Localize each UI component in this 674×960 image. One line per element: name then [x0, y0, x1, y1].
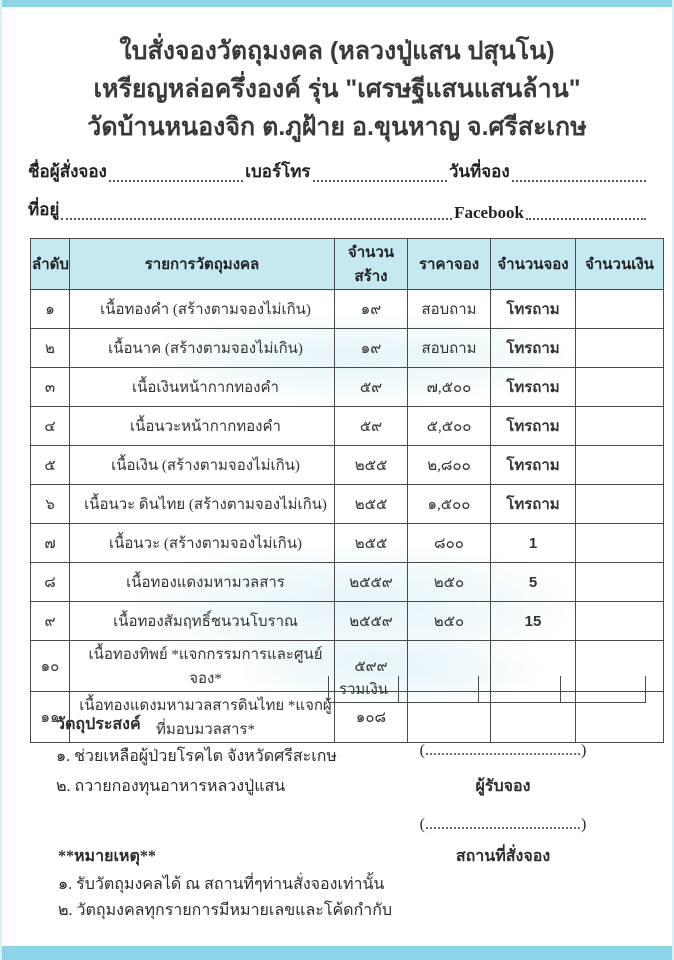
table-row — [31, 485, 664, 524]
cell-no: ๖ — [31, 485, 70, 524]
purpose-item-1: ๑. ช่วยเหลือผู้ป่วยโรคไต จังหวัดศรีสะเกษ — [56, 748, 337, 765]
signature-line-2: (.......................................) — [419, 816, 587, 833]
total-amount-cell — [560, 676, 646, 703]
cell-no: ๑๑ — [31, 692, 70, 743]
cell-made: ๒๕๕๙ — [335, 563, 408, 602]
order-table — [30, 238, 664, 743]
cell-no: ๒ — [31, 329, 70, 368]
cell-item: เนื้อเงินหน้ากากทองคำ — [70, 368, 335, 407]
cell-item: เนื้อทองแดงมหามวลสารดินไทย *แจกผู้ที่มอบมวลสาร* — [70, 692, 335, 743]
cell-item: เนื้อทองสัมฤทธิ์ชนวนโบราณ — [70, 602, 335, 641]
cell-booked: โทรถาม — [491, 485, 576, 524]
cell-price: ๒๕๐ — [408, 563, 491, 602]
table-row — [31, 446, 664, 485]
note-item-1: ๑. รับวัตถุมงคลได้ ณ สถานที่ๆท่านสั่งจองเท่านั้น — [58, 876, 385, 893]
total-price-cell — [398, 676, 479, 703]
cell-price: ๕,๕๐๐ — [408, 407, 491, 446]
header-made: จำนวนสร้าง — [335, 239, 408, 290]
place-label: สถานที่สั่งจอง — [455, 848, 551, 865]
total-label-cell: รวมเงิน — [328, 676, 399, 703]
cell-amount — [576, 290, 664, 329]
cell-amount — [576, 329, 664, 368]
table-row — [31, 602, 664, 641]
receiver-label: ผู้รับจอง — [475, 778, 531, 795]
cell-amount — [576, 563, 664, 602]
signature-line-1: (.......................................) — [419, 742, 587, 759]
header-item: รายการวัตถุมงคล — [70, 239, 335, 290]
cell-no: ๙ — [31, 602, 70, 641]
cell-made: ๒๕๕๙ — [335, 602, 408, 641]
total-row — [328, 676, 646, 703]
cell-item: เนื้อนาค (สร้างตามจองไม่เกิน) — [70, 329, 335, 368]
cell-price: ๑,๕๐๐ — [408, 485, 491, 524]
cell-no: ๔ — [31, 407, 70, 446]
title-line-3: วัดบ้านหนองจิก ต.ภูฝ้าย อ.ขุนหาญ จ.ศรีสะเกษ — [87, 113, 587, 141]
date-label: วันที่จอง — [448, 162, 510, 181]
purpose-item-2: ๒. ถวายกองทุนอาหารหลวงปู่แสน — [56, 778, 286, 795]
table-body — [31, 290, 664, 743]
cell-made: ๑๐๘ — [335, 692, 408, 743]
cell-amount — [576, 407, 664, 446]
cell-no: ๓ — [31, 368, 70, 407]
address-label: ที่อยู่ — [28, 200, 60, 219]
name-blank-line — [109, 179, 243, 182]
table-row — [31, 563, 664, 602]
phone-label: เบอร์โทร — [245, 162, 311, 181]
cell-price: ๘๐๐ — [408, 524, 491, 563]
form-line-1 — [28, 158, 648, 186]
table-header-row — [31, 239, 664, 290]
table-row — [31, 290, 664, 329]
cell-booked: โทรถาม — [491, 446, 576, 485]
note-heading: **หมายเหตุ** — [58, 848, 156, 865]
cell-amount — [576, 524, 664, 563]
page-edge-top — [0, 0, 674, 7]
header-price: ราคาจอง — [408, 239, 491, 290]
cell-made: ๕๙ — [335, 368, 408, 407]
cell-price: ๒๕๐ — [408, 602, 491, 641]
address-blank-line — [61, 217, 452, 220]
total-booked-cell — [478, 676, 561, 703]
cell-booked: 15 — [491, 602, 576, 641]
cell-made: ๒๕๕ — [335, 485, 408, 524]
title-line-2: เหรียญหล่อครึ่งองค์ รุ่น "เศรษฐีแสนแสนล้าน" — [93, 75, 581, 103]
cell-no: ๘ — [31, 563, 70, 602]
phone-blank-line — [313, 179, 447, 182]
cell-made: ๑๙ — [335, 329, 408, 368]
cell-no: ๑ — [31, 290, 70, 329]
cell-amount — [576, 485, 664, 524]
form-line-2 — [28, 196, 648, 224]
cell-booked: โทรถาม — [491, 290, 576, 329]
purpose-heading: วัตถุประสงค์ — [56, 716, 141, 733]
cell-price: สอบถาม — [408, 329, 491, 368]
table-row — [31, 407, 664, 446]
cell-item: เนื้อทองแดงมหามวลสาร — [70, 563, 335, 602]
cell-price: ๗,๕๐๐ — [408, 368, 491, 407]
cell-item: เนื้อนวะ ดินไทย (สร้างตามจองไม่เกิน) — [70, 485, 335, 524]
cell-made: ๒๕๕ — [335, 524, 408, 563]
cell-item: เนื้อเงิน (สร้างตามจองไม่เกิน) — [70, 446, 335, 485]
cell-item: เนื้อนวะหน้ากากทองคำ — [70, 407, 335, 446]
cell-amount — [576, 368, 664, 407]
header-booked: จำนวนจอง — [491, 239, 576, 290]
cell-booked: โทรถาม — [491, 407, 576, 446]
document-title-block — [0, 32, 674, 146]
facebook-label: Facebook — [454, 203, 524, 222]
cell-booked: 5 — [491, 563, 576, 602]
header-amount: จำนวนเงิน — [576, 239, 664, 290]
cell-booked: โทรถาม — [491, 368, 576, 407]
cell-item: เนื้อทองทิพย์ *แจกกรรมการและศูนย์จอง* — [70, 641, 335, 692]
table-row — [31, 524, 664, 563]
date-blank-line — [512, 179, 646, 182]
cell-no: ๗ — [31, 524, 70, 563]
cell-made: ๕๙๙ — [335, 641, 408, 692]
cell-made: ๑๙ — [335, 290, 408, 329]
header-no: ลำดับ — [31, 239, 70, 290]
cell-booked: โทรถาม — [491, 329, 576, 368]
table-row — [31, 329, 664, 368]
title-line-1: ใบสั่งจองวัตถุมงคล (หลวงปู่แสน ปสุนโน) — [119, 37, 555, 65]
cell-amount — [576, 446, 664, 485]
cell-amount — [576, 602, 664, 641]
cell-booked: 1 — [491, 524, 576, 563]
page-edge-bottom — [0, 946, 674, 960]
cell-no: ๕ — [31, 446, 70, 485]
cell-item: เนื้อนวะ (สร้างตามจองไม่เกิน) — [70, 524, 335, 563]
note-item-2: ๒. วัตถุมงคลทุกรายการมีหมายเลขและโค้ดกำกับ — [58, 902, 393, 919]
name-label: ชื่อผู้สั่งจอง — [28, 162, 107, 181]
facebook-blank-line — [526, 217, 646, 220]
cell-made: ๕๙ — [335, 407, 408, 446]
cell-no: ๑๐ — [31, 641, 70, 692]
table-row — [31, 368, 664, 407]
cell-item: เนื้อทองคำ (สร้างตามจองไม่เกิน) — [70, 290, 335, 329]
cell-made: ๒๕๕ — [335, 446, 408, 485]
cell-price: สอบถาม — [408, 290, 491, 329]
cell-price: ๒,๘๐๐ — [408, 446, 491, 485]
